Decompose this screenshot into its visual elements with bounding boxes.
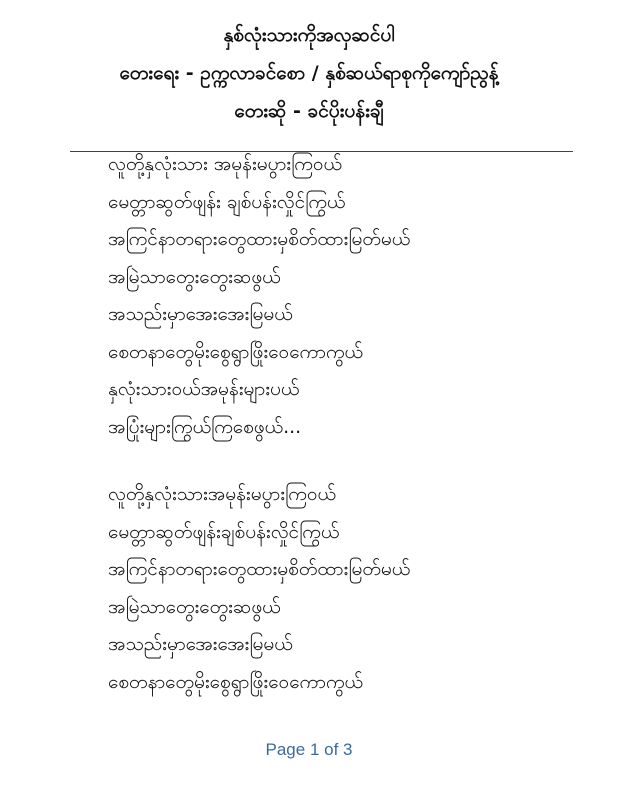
lyric-line: မေတ္တာဆွတ်ဖျန်း ချစ်ပန်းလှိုင်ကြွယ် (108, 190, 346, 213)
lyric-line: မေတ္တာဆွတ်ဖျန်းချစ်ပန်းလှိုင်ကြွယ် (108, 520, 340, 543)
lyric-line: စေတနာတွေမိုးစွေရွာဖြိုးဝေကောကွယ် (108, 670, 363, 693)
lyric-line: လူတို့နှလုံးသား အမုန်းမပွားကြဝယ် (108, 153, 342, 175)
document-header (0, 16, 618, 130)
lyric-line: အမြဲသာတွေးတွေးဆဖွယ် (108, 265, 281, 288)
composer-line: တေးရေး - ဥက္ကလာခင်စော / နှစ်ဆယ်ရာစုကိုကျော်ညွန့် (119, 62, 499, 84)
lyrics-body (108, 146, 588, 731)
lyric-line: အသည်းမှာအေးအေးမြမယ် (108, 633, 293, 655)
lyric-line: နှလုံးသားဝယ်အမုန်းများပယ် (108, 378, 300, 400)
page-number: Page 1 of 3 (265, 740, 353, 759)
lyric-line: လူတို့နှလုံးသားအမုန်းမပွားကြဝယ် (108, 483, 336, 505)
lyric-line: အကြင်နာတရားတွေထားမှစိတ်ထားမြတ်မယ် (108, 228, 411, 250)
song-title: နှစ်လုံးသားကိုအလှဆင်ပါ (223, 24, 395, 46)
stanza-2 (108, 476, 588, 701)
lyric-line: အပြုံးများကြွယ်ကြစေဖွယ်... (108, 415, 302, 438)
stanza-1 (108, 146, 588, 446)
singer-line: တေးဆို - ခင်ပိုးပန်းချီ (234, 100, 384, 122)
lyric-line: အကြင်နာတရားတွေထားမှစိတ်ထားမြတ်မယ် (108, 558, 411, 580)
lyric-line: စေတနာတွေမိုးစွေရွာဖြိုးဝေကောကွယ် (108, 340, 363, 363)
lyric-line: အမြဲသာတွေးတွေးဆဖွယ် (108, 595, 281, 618)
lyric-line: အသည်းမှာအေးအေးမြမယ် (108, 303, 293, 325)
